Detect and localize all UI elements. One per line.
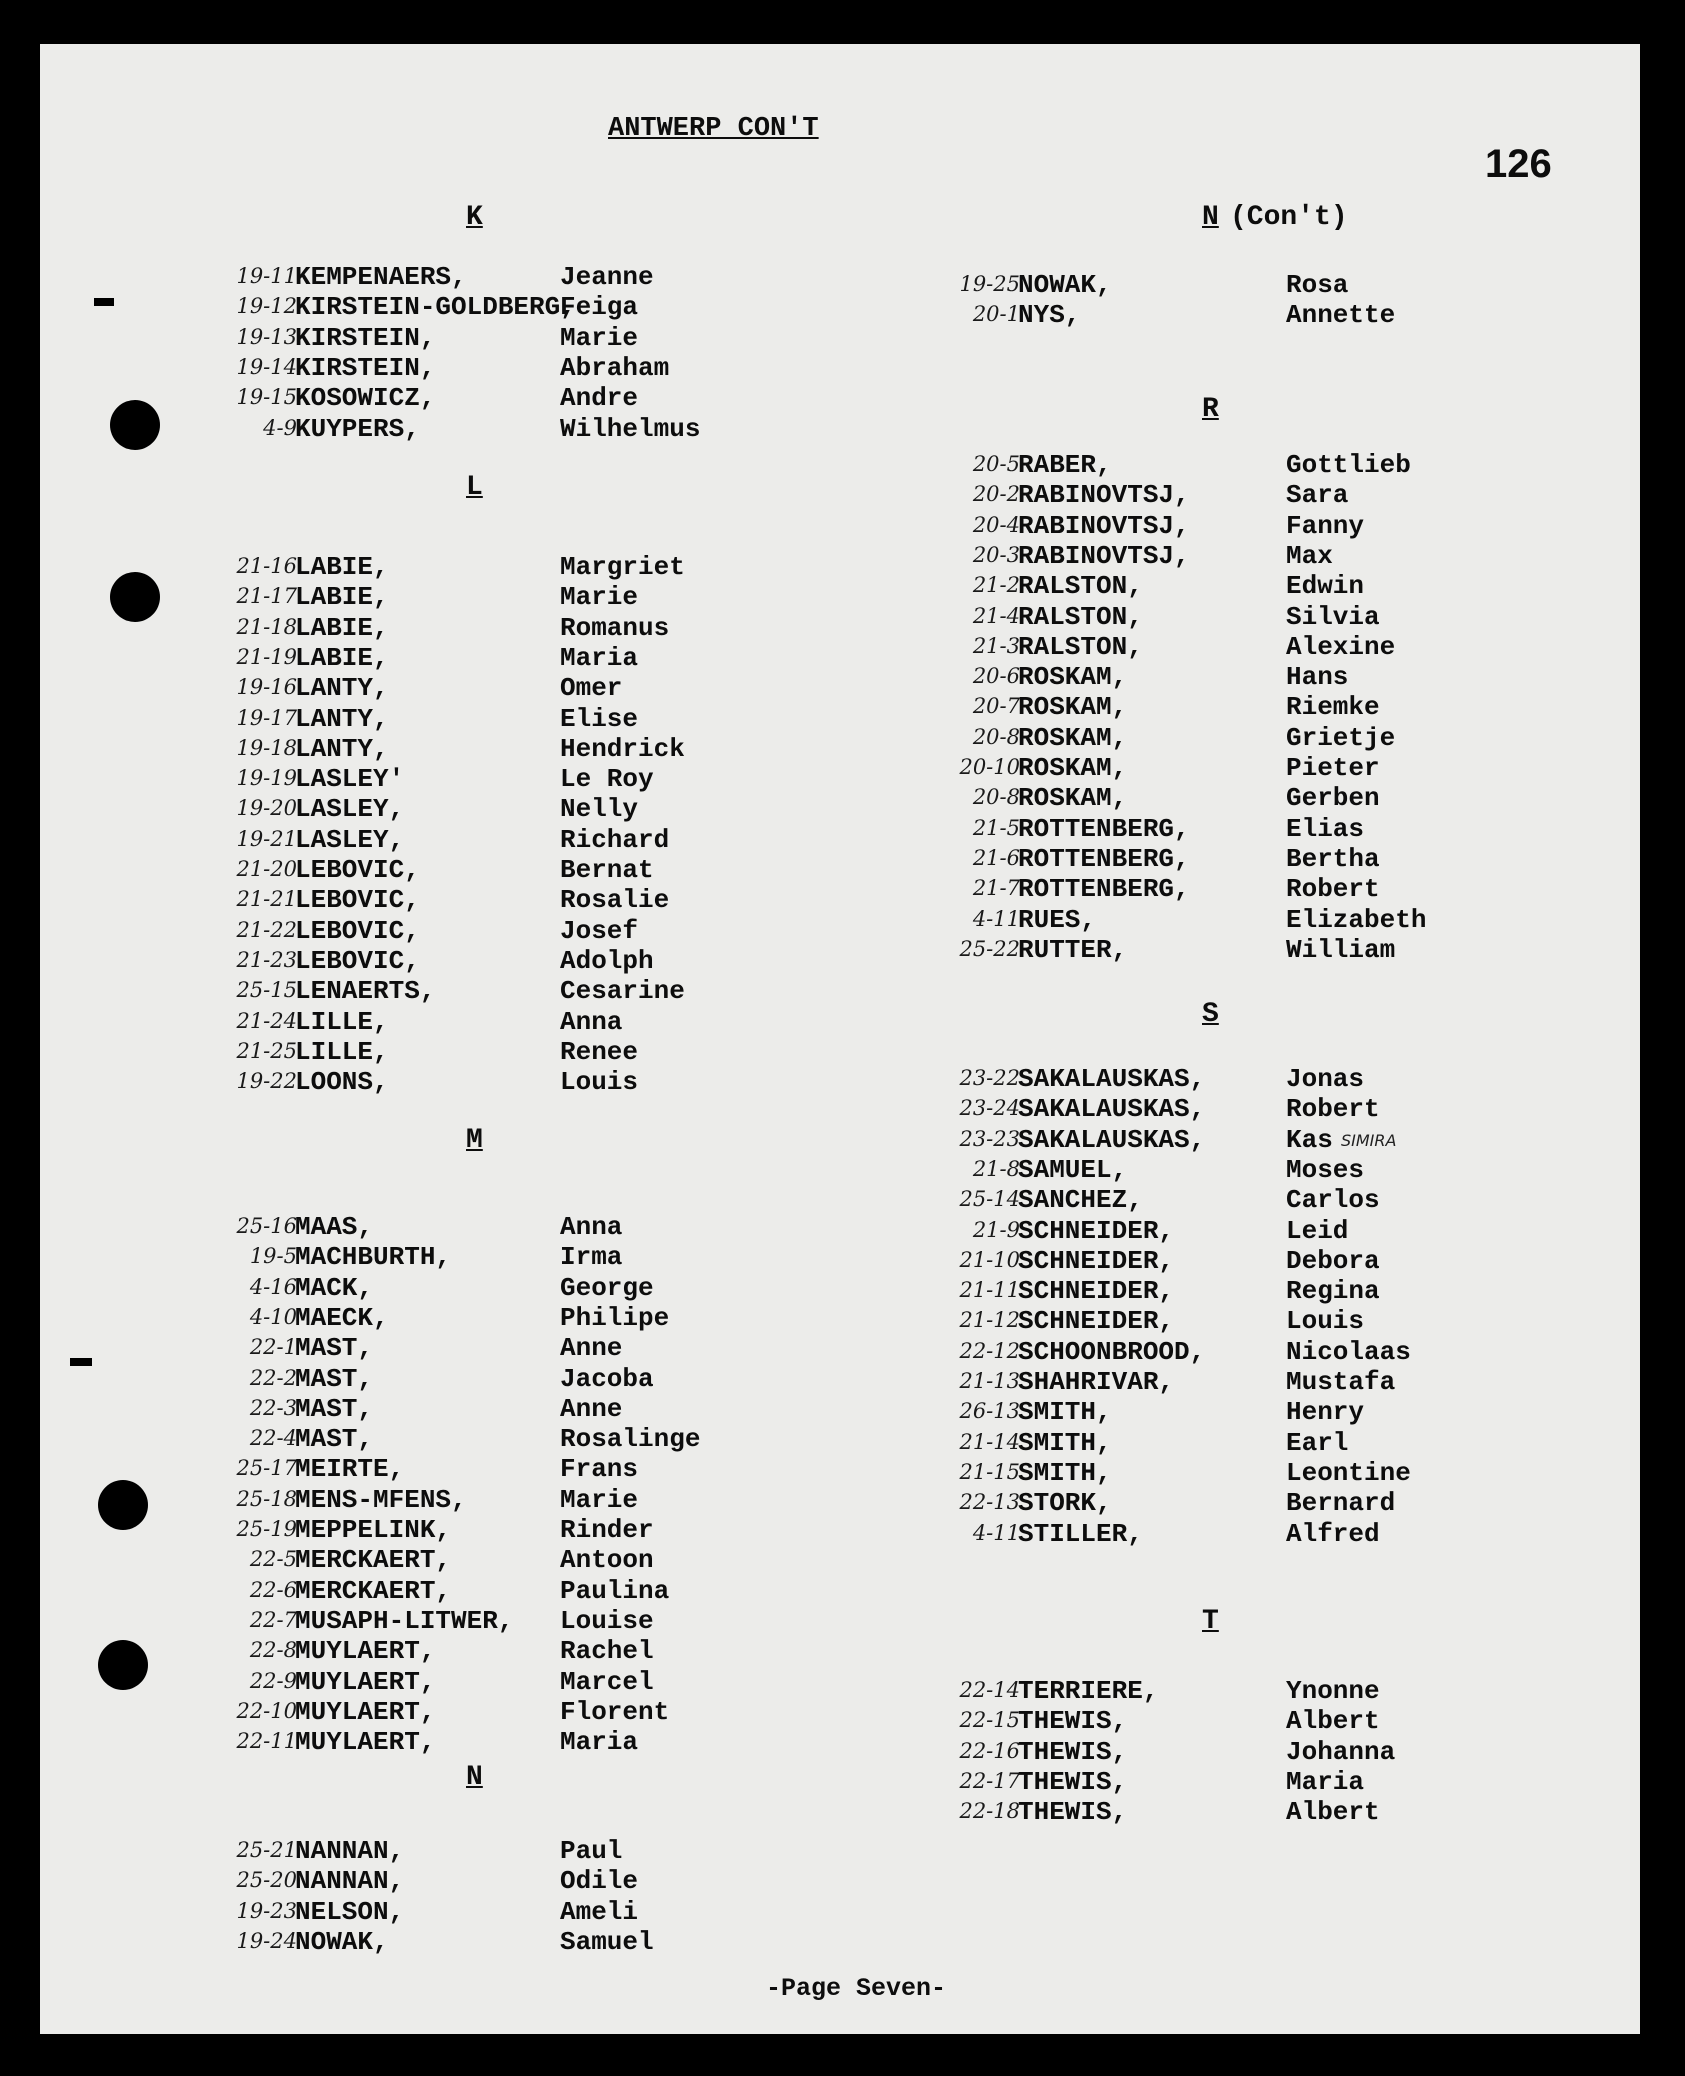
handwritten-ref: 19-13 (236, 324, 297, 349)
handwritten-ref: 25-20 (236, 1868, 297, 1893)
surname: KUYPERS, (295, 413, 420, 444)
handwritten-ref: 19-25 (959, 272, 1020, 296)
handwritten-ref: 22-10 (236, 1698, 297, 1723)
surname: LABIE, (295, 642, 389, 673)
surname: SAMUEL, (1018, 1154, 1128, 1185)
given-name: Elizabeth (1286, 904, 1427, 935)
surname: RABINOVTSJ, (1018, 480, 1190, 511)
surname: SAKALAUSKAS, (1018, 1124, 1206, 1155)
margin-mark (70, 1358, 92, 1366)
handwritten-ref: 19-15 (236, 385, 297, 410)
handwritten-ref: 22-11 (236, 1729, 297, 1754)
surname: LABIE, (295, 612, 389, 643)
given-name: Marie (560, 582, 639, 613)
handwritten-ref: 20-6 (972, 664, 1020, 689)
handwritten-ref: 21-10 (959, 1247, 1020, 1272)
given-name: Regina (1286, 1276, 1380, 1307)
document-page (40, 44, 1640, 2034)
surname: NANNAN, (295, 1836, 405, 1866)
surname: LASLEY, (295, 794, 405, 825)
surname: RABER, (1018, 450, 1112, 480)
handwritten-ref: 19-16 (236, 675, 297, 700)
handwritten-name-suffix: SIMIRA (1341, 1130, 1397, 1150)
handwritten-ref: 4-11 (972, 1520, 1020, 1545)
surname: SMITH, (1018, 1397, 1112, 1428)
handwritten-ref: 21-3 (972, 633, 1020, 658)
given-name: Louis (1286, 1306, 1365, 1337)
given-name: Gerben (1286, 783, 1380, 814)
section-letter: S (1202, 999, 1219, 1030)
surname: LANTY, (295, 673, 389, 704)
surname: RABINOVTSJ, (1018, 510, 1190, 541)
handwritten-ref: 21-20 (236, 857, 297, 881)
given-name: Grietje (1286, 722, 1396, 753)
surname: THEWIS, (1018, 1736, 1128, 1767)
handwritten-ref: 21-11 (959, 1278, 1020, 1303)
given-name: Bernard (1286, 1488, 1396, 1519)
given-name: Alexine (1286, 631, 1396, 662)
given-name: Marcel (560, 1666, 654, 1697)
surname: KEMPENAERS, (295, 262, 467, 292)
given-name: Maria (560, 642, 639, 673)
handwritten-ref: 22-3 (249, 1395, 297, 1420)
surname: NOWAK, (1018, 270, 1112, 300)
given-name: Frans (560, 1454, 639, 1485)
handwritten-ref: 20-7 (972, 694, 1020, 719)
given-name: Hendrick (560, 733, 685, 764)
given-name: Le Roy (560, 764, 654, 795)
handwritten-ref: 25-16 (236, 1214, 297, 1238)
surname: ROSKAM, (1018, 753, 1128, 783)
handwritten-ref: 23-22 (959, 1066, 1020, 1090)
given-name: Edwin (1286, 571, 1365, 602)
surname: LANTY, (295, 733, 389, 764)
surname: MACK, (295, 1272, 374, 1303)
surname: THEWIS, (1018, 1706, 1128, 1737)
given-name: Rachel (560, 1636, 654, 1667)
surname: MEPPELINK, (295, 1515, 452, 1545)
given-name: Albert (1286, 1706, 1380, 1737)
handwritten-ref: 21-14 (959, 1429, 1020, 1454)
given-name: Paulina (560, 1575, 670, 1606)
surname: LABIE, (295, 552, 389, 582)
given-name: Louise (560, 1605, 654, 1636)
surname: ROSKAM, (1018, 722, 1128, 753)
handwritten-ref: 21-9 (972, 1217, 1020, 1242)
given-name: Maria (1286, 1766, 1365, 1797)
given-name: Sara (1286, 480, 1349, 511)
handwritten-ref: 22-4 (249, 1426, 297, 1451)
given-name: Feiga (560, 292, 639, 323)
handwritten-ref: 25-15 (236, 978, 297, 1003)
surname: SCHNEIDER, (1018, 1306, 1175, 1337)
section-letter: M (466, 1125, 483, 1156)
surname: LABIE, (295, 582, 389, 613)
section-letter: K (466, 202, 483, 233)
given-name: Earl (1286, 1427, 1349, 1458)
binder-hole (110, 572, 160, 622)
given-name: Rosalinge (560, 1424, 701, 1455)
handwritten-ref: 22-7 (249, 1607, 297, 1632)
surname: RALSTON, (1018, 631, 1143, 662)
given-name: Paul (560, 1836, 623, 1866)
surname: RABINOVTSJ, (1018, 540, 1190, 571)
handwritten-ref: 21-16 (236, 554, 297, 578)
handwritten-ref: 21-22 (236, 917, 297, 942)
surname: RUTTER, (1018, 934, 1128, 965)
handwritten-ref: 19-20 (236, 796, 297, 821)
surname: MERCKAERT, (295, 1545, 452, 1576)
surname: MAST, (295, 1424, 374, 1455)
handwritten-ref: 22-13 (959, 1490, 1020, 1515)
section-letter: T (1202, 1606, 1219, 1637)
surname: TERRIERE, (1018, 1676, 1159, 1706)
given-name: Hans (1286, 662, 1349, 693)
given-name: Cesarine (560, 976, 685, 1007)
given-name: Leontine (1286, 1457, 1411, 1488)
given-name: William (1286, 934, 1396, 965)
surname: STILLER, (1018, 1518, 1143, 1549)
handwritten-ref: 21-18 (236, 614, 297, 639)
given-name: Pieter (1286, 753, 1380, 783)
surname: KIRSTEIN-GOLDBERG, (295, 292, 576, 323)
surname: SANCHEZ, (1018, 1185, 1143, 1216)
given-name: Margriet (560, 552, 685, 582)
surname: NELSON, (295, 1896, 405, 1927)
given-name: Debora (1286, 1245, 1380, 1276)
given-name: Odile (560, 1866, 639, 1897)
given-name: Alfred (1286, 1518, 1380, 1549)
given-name: Kas (1286, 1124, 1333, 1155)
handwritten-ref: 20-10 (959, 755, 1020, 779)
handwritten-ref: 22-2 (249, 1365, 297, 1390)
handwritten-ref: 20-5 (972, 452, 1020, 476)
handwritten-ref: 20-4 (972, 512, 1020, 537)
surname: RALSTON, (1018, 571, 1143, 602)
given-name: Rosalie (560, 885, 670, 916)
surname: MAST, (295, 1333, 374, 1364)
given-name: Rosa (1286, 270, 1349, 300)
surname: ROTTENBERG, (1018, 843, 1190, 874)
handwritten-ref: 20-8 (972, 785, 1020, 810)
surname: LEBOVIC, (295, 945, 420, 976)
surname: LILLE, (295, 1036, 389, 1067)
given-name: Marie (560, 1484, 639, 1515)
given-name: Fanny (1286, 510, 1365, 541)
handwritten-ref: 22-15 (959, 1708, 1020, 1733)
surname: ROSKAM, (1018, 692, 1128, 723)
surname: LEBOVIC, (295, 885, 420, 916)
handwritten-ref: 21-19 (236, 644, 297, 669)
given-name: Bernat (560, 855, 654, 885)
given-name: Carlos (1286, 1185, 1380, 1216)
surname: LENAERTS, (295, 976, 436, 1007)
given-name: Adolph (560, 945, 654, 976)
handwritten-ref: 4-10 (249, 1304, 297, 1329)
given-name: Moses (1286, 1154, 1365, 1185)
surname: KOSOWICZ, (295, 383, 436, 414)
handwritten-ref: 25-18 (236, 1486, 297, 1511)
binder-hole (98, 1480, 148, 1530)
surname: LEBOVIC, (295, 915, 420, 946)
handwritten-ref: 21-8 (972, 1156, 1020, 1181)
given-name: Marie (560, 322, 639, 353)
handwritten-ref: 4-9 (263, 415, 297, 440)
given-name: Louis (560, 1067, 639, 1098)
section-letter-suffix: (Con't) (1230, 202, 1348, 233)
given-name: Anna (560, 1006, 623, 1037)
surname: RUES, (1018, 904, 1097, 935)
handwritten-ref: 22-16 (959, 1738, 1020, 1763)
surname: KIRSTEIN, (295, 322, 436, 353)
surname: LANTY, (295, 703, 389, 734)
binder-hole (98, 1640, 148, 1690)
given-name: Josef (560, 915, 639, 946)
given-name: Rinder (560, 1515, 654, 1545)
given-name: Nelly (560, 794, 639, 825)
surname: SCHOONBROOD, (1018, 1336, 1206, 1367)
binder-hole (110, 400, 160, 450)
handwritten-ref: 19-5 (249, 1244, 297, 1269)
surname: SCHNEIDER, (1018, 1276, 1175, 1307)
handwritten-ref: 20-3 (972, 542, 1020, 567)
surname: SAKALAUSKAS, (1018, 1064, 1206, 1094)
handwritten-ref: 19-24 (236, 1928, 297, 1953)
handwritten-ref: 21-23 (236, 947, 297, 972)
handwritten-ref: 21-25 (236, 1038, 297, 1063)
margin-mark (94, 298, 114, 306)
given-name: Elias (1286, 813, 1365, 844)
given-name: Renee (560, 1036, 639, 1067)
given-name: Riemke (1286, 692, 1380, 723)
handwritten-ref: 21-7 (972, 876, 1020, 901)
surname: ROSKAM, (1018, 662, 1128, 693)
handwritten-ref: 25-19 (236, 1517, 297, 1541)
given-name: Elise (560, 703, 639, 734)
given-name: Annette (1286, 300, 1396, 331)
surname: LOONS, (295, 1067, 389, 1098)
handwritten-ref: 21-24 (236, 1008, 297, 1033)
given-name: Maria (560, 1727, 639, 1758)
handwritten-ref: 26-13 (959, 1399, 1020, 1424)
handwritten-ref: 20-1 (972, 302, 1020, 327)
handwritten-ref: 4-16 (249, 1274, 297, 1299)
surname: MUYLAERT, (295, 1636, 436, 1667)
surname: NOWAK, (295, 1926, 389, 1957)
given-name: Jonas (1286, 1064, 1365, 1094)
surname: MEIRTE, (295, 1454, 405, 1485)
surname: MACHBURTH, (295, 1242, 452, 1273)
handwritten-ref: 22-6 (249, 1577, 297, 1602)
surname: SMITH, (1018, 1427, 1112, 1458)
given-name: Philipe (560, 1302, 670, 1333)
surname: LEBOVIC, (295, 855, 420, 885)
handwritten-ref: 21-4 (972, 603, 1020, 628)
handwritten-ref: 23-23 (959, 1126, 1020, 1151)
handwritten-ref: 22-5 (249, 1547, 297, 1572)
handwritten-ref: 19-12 (236, 294, 297, 319)
surname: SCHNEIDER, (1018, 1215, 1175, 1246)
surname: SCHNEIDER, (1018, 1245, 1175, 1276)
surname: MAST, (295, 1363, 374, 1394)
handwritten-ref: 21-13 (959, 1369, 1020, 1393)
handwritten-ref: 22-12 (959, 1338, 1020, 1363)
given-name: Abraham (560, 352, 670, 383)
given-name: Anna (560, 1212, 623, 1242)
surname: RALSTON, (1018, 601, 1143, 632)
given-name: Robert (1286, 874, 1380, 905)
surname: MUYLAERT, (295, 1727, 436, 1758)
surname: STORK, (1018, 1488, 1112, 1519)
given-name: Andre (560, 383, 639, 414)
surname: SMITH, (1018, 1457, 1112, 1488)
handwritten-ref: 21-6 (972, 845, 1020, 870)
page-number: 126 (1485, 142, 1552, 186)
handwritten-ref: 19-17 (236, 705, 297, 730)
handwritten-ref: 20-8 (972, 724, 1020, 749)
given-name: Wilhelmus (560, 413, 701, 444)
surname: MAAS, (295, 1212, 374, 1242)
given-name: Romanus (560, 612, 670, 643)
handwritten-ref: 22-1 (249, 1335, 297, 1360)
given-name: Anne (560, 1393, 623, 1424)
surname: MAECK, (295, 1302, 389, 1333)
surname: MUYLAERT, (295, 1666, 436, 1697)
handwritten-ref: 21-12 (959, 1308, 1020, 1333)
handwritten-ref: 25-22 (959, 936, 1020, 961)
given-name: Robert (1286, 1094, 1380, 1125)
handwritten-ref: 21-15 (959, 1459, 1020, 1484)
section-letter: N (1202, 202, 1219, 233)
given-name: Samuel (560, 1926, 654, 1957)
given-name: Gottlieb (1286, 450, 1411, 480)
handwritten-ref: 21-17 (236, 584, 297, 609)
surname: MENS-MFENS, (295, 1484, 467, 1515)
given-name: Ameli (560, 1896, 639, 1927)
given-name: Mustafa (1286, 1367, 1396, 1397)
handwritten-ref: 22-14 (959, 1678, 1020, 1702)
handwritten-ref: 23-24 (959, 1096, 1020, 1121)
handwritten-ref: 19-23 (236, 1898, 297, 1923)
surname: KIRSTEIN, (295, 352, 436, 383)
given-name: Florent (560, 1696, 670, 1727)
handwritten-ref: 22-8 (249, 1638, 297, 1663)
handwritten-ref: 21-5 (972, 815, 1020, 840)
surname: SHAHRIVAR, (1018, 1367, 1175, 1397)
surname: MERCKAERT, (295, 1575, 452, 1606)
surname: ROTTENBERG, (1018, 813, 1190, 844)
given-name: Antoon (560, 1545, 654, 1576)
handwritten-ref: 25-14 (959, 1187, 1020, 1212)
section-letter: R (1202, 394, 1219, 425)
handwritten-ref: 19-22 (236, 1069, 297, 1094)
section-letter: N (466, 1762, 483, 1793)
given-name: Richard (560, 824, 670, 855)
handwritten-ref: 21-21 (236, 887, 297, 912)
surname: NYS, (1018, 300, 1081, 331)
page-title: ANTWERP CON'T (608, 114, 819, 144)
given-name: Omer (560, 673, 623, 704)
handwritten-ref: 19-21 (236, 826, 297, 851)
surname: THEWIS, (1018, 1797, 1128, 1828)
surname: NANNAN, (295, 1866, 405, 1897)
given-name: Leid (1286, 1215, 1349, 1246)
handwritten-ref: 21-2 (972, 573, 1020, 598)
handwritten-ref: 22-9 (249, 1668, 297, 1693)
handwritten-ref: 19-11 (236, 264, 297, 288)
surname: MUSAPH-LITWER, (295, 1605, 514, 1636)
given-name: Irma (560, 1242, 623, 1273)
given-name: Ynonne (1286, 1676, 1380, 1706)
surname: MAST, (295, 1393, 374, 1424)
given-name: Henry (1286, 1397, 1365, 1428)
given-name: Max (1286, 540, 1333, 571)
surname: LASLEY' (295, 764, 405, 795)
given-name: Johanna (1286, 1736, 1396, 1767)
surname: ROSKAM, (1018, 783, 1128, 814)
given-name: Silvia (1286, 601, 1380, 632)
handwritten-ref: 22-18 (959, 1799, 1020, 1824)
given-name: Jeanne (560, 262, 654, 292)
surname: THEWIS, (1018, 1766, 1128, 1797)
handwritten-ref: 25-17 (236, 1456, 297, 1481)
given-name: Anne (560, 1333, 623, 1364)
handwritten-ref: 19-19 (236, 766, 297, 791)
given-name: Albert (1286, 1797, 1380, 1828)
page-footer: -Page Seven- (766, 1974, 947, 2003)
handwritten-ref: 19-14 (236, 354, 297, 379)
handwritten-ref: 20-2 (972, 482, 1020, 507)
handwritten-ref: 22-17 (959, 1768, 1020, 1793)
given-name: Bertha (1286, 843, 1380, 874)
handwritten-ref: 4-11 (972, 906, 1020, 931)
surname: ROTTENBERG, (1018, 874, 1190, 905)
surname: LILLE, (295, 1006, 389, 1037)
given-name: Jacoba (560, 1363, 654, 1394)
given-name: George (560, 1272, 654, 1303)
handwritten-ref: 19-18 (236, 735, 297, 760)
surname: LASLEY, (295, 824, 405, 855)
surname: SAKALAUSKAS, (1018, 1094, 1206, 1125)
handwritten-ref: 25-21 (236, 1838, 297, 1862)
given-name: Nicolaas (1286, 1336, 1411, 1367)
surname: MUYLAERT, (295, 1696, 436, 1727)
section-letter: L (466, 472, 483, 503)
